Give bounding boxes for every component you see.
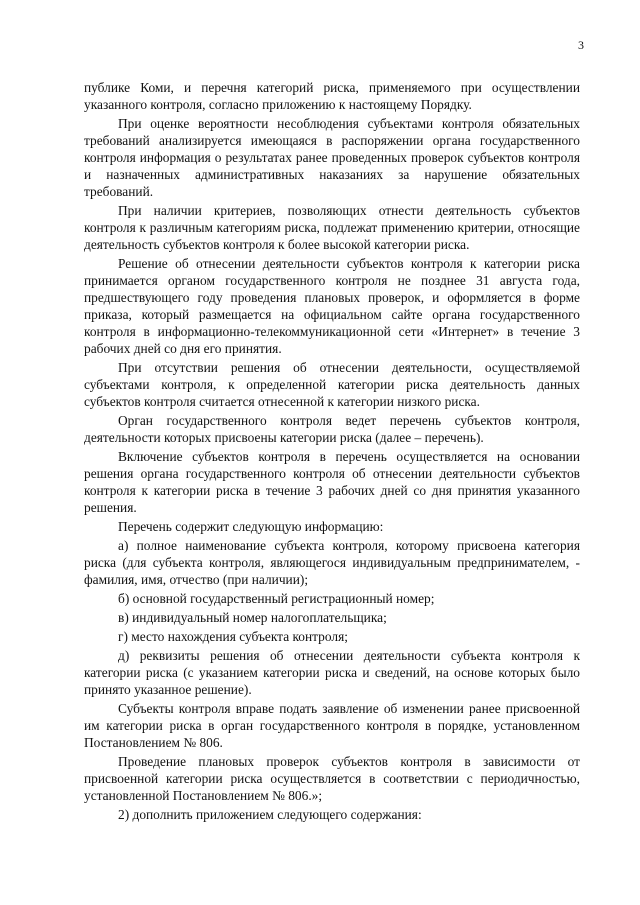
- list-item-g: г) место нахождения субъекта контроля;: [118, 629, 348, 644]
- paragraph-continuation: публике Коми, и перечня категорий риска, применяемого при осуществлении указанного контроля, согласно приложению к настоящему Порядку.: [84, 80, 580, 112]
- paragraph-risk-assessment: При оценке вероятности несоблюдения субъектами контроля обязательных требований анализируется имеющаяся в распоряжении органа государственного контроля информация о результатах ранее проведенных проверок субъектов контроля и назначенных административных наказаниях за нарушение обязательных требований.: [84, 116, 580, 199]
- paragraph-addendum: 2) дополнить приложением следующего содержания:: [118, 807, 422, 822]
- document-body: [84, 79, 580, 825]
- paragraph-list-contents: Перечень содержит следующую информацию:: [118, 519, 384, 534]
- paragraph-inspections: Проведение плановых проверок субъектов контроля в зависимости от присвоенной категории риска осуществляется в соответствии с периодичностью, установленной Постановлением № 806.»;: [84, 754, 580, 803]
- page-number: 3: [578, 38, 584, 52]
- paragraph-decision: Решение об отнесении деятельности субъектов контроля к категории риска принимается органом государственного контроля не позднее 31 августа года, предшествующего году проведения плановых проверок, и оформляется в форме приказа, который размещается на официальном сайте органа государственного контроля в информационно-телекоммуникационной сети «Интернет» в течение 3 рабочих дней со дня его принятия.: [84, 256, 580, 356]
- paragraph-list-inclusion: Включение субъектов контроля в перечень осуществляется на основании решения органа государственного контроля об отнесении деятельности субъектов контроля к категории риска в течение 3 рабочих дней со дня принятия указанного решения.: [84, 449, 580, 515]
- list-item-d: д) реквизиты решения об отнесении деятельности субъекта контроля к категории риска (с указанием категории риска и сведений, на основе которых было принято указанное решение).: [84, 648, 580, 697]
- paragraph-change-application: Субъекты контроля вправе подать заявление об изменении ранее присвоенной им категории риска в орган государственного контроля в порядке, установленном Постановлением № 806.: [84, 701, 580, 750]
- list-item-v: в) индивидуальный номер налогоплательщика;: [118, 610, 387, 625]
- paragraph-list-maintenance: Орган государственного контроля ведет перечень субъектов контроля, деятельности которых присвоены категории риска (далее – перечень).: [84, 413, 580, 445]
- list-item-b: б) основной государственный регистрационный номер;: [118, 591, 435, 606]
- paragraph-no-decision: При отсутствии решения об отнесении деятельности, осуществляемой субъектами контроля, к определенной категории риска деятельность данных субъектов контроля считается отнесенной к категории низкого риска.: [84, 360, 580, 409]
- list-item-a: а) полное наименование субъекта контроля, которому присвоена категория риска (для субъекта контроля, являющегося индивидуальным предпринимателем, - фамилия, имя, отчество (при наличии);: [84, 538, 580, 587]
- paragraph-criteria: При наличии критериев, позволяющих отнести деятельность субъектов контроля к различным категориям риска, подлежат применению критерии, относящие деятельность субъектов контроля к более высокой категории риска.: [84, 203, 580, 252]
